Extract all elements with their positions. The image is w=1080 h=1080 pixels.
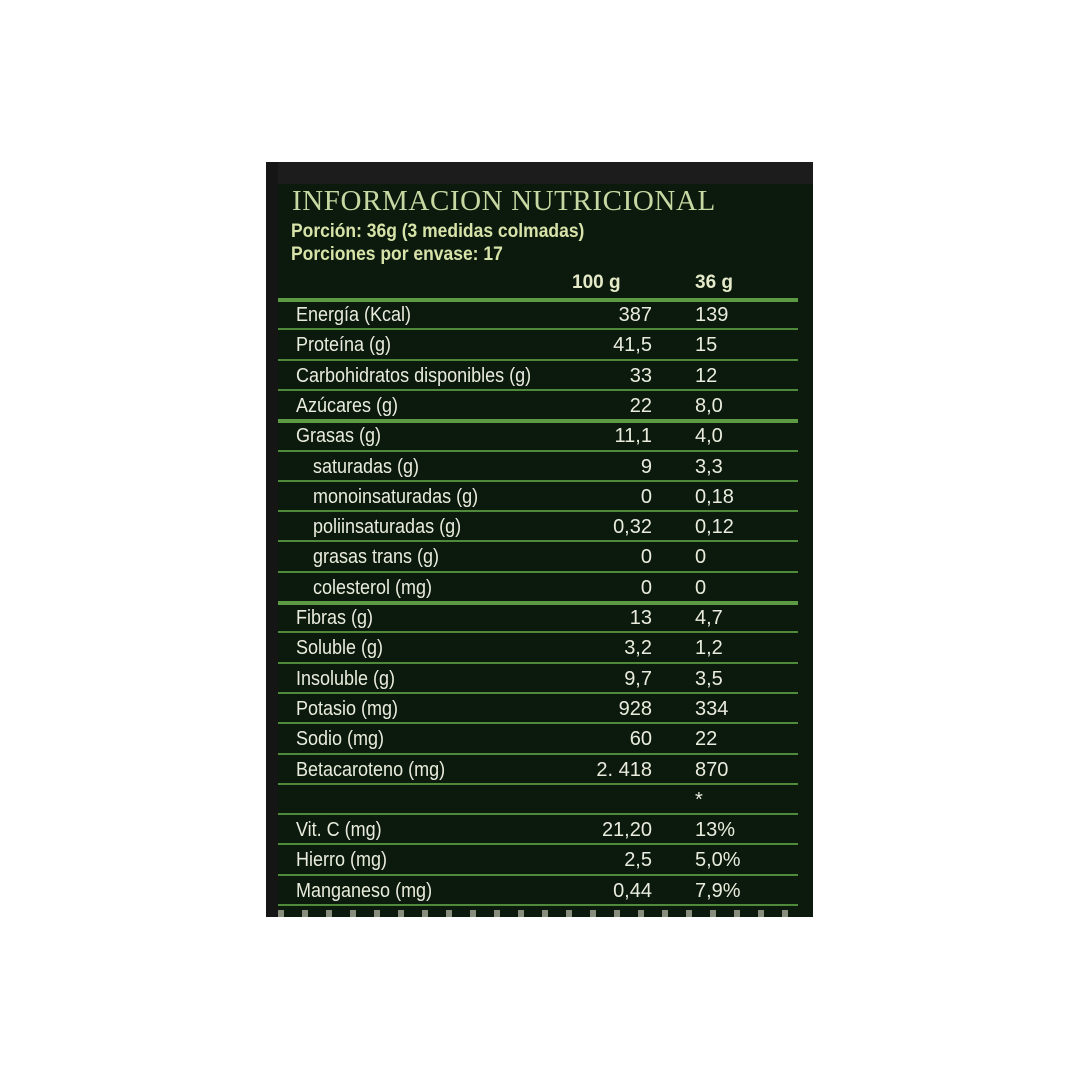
nutrient-name: Azúcares (g) <box>296 394 399 417</box>
value-per-100g: 0 <box>640 576 652 599</box>
value-per-serving: 0 <box>695 576 707 599</box>
nutrient-name: Sodio (mg) <box>296 728 385 751</box>
value-per-serving: 5,0% <box>695 849 741 872</box>
value-per-serving: 7,9% <box>695 879 741 902</box>
value-per-serving: 15 <box>695 334 718 357</box>
table-row <box>278 422 798 452</box>
row-divider <box>278 328 798 330</box>
table-row <box>278 877 798 907</box>
table-row <box>278 786 798 816</box>
value-per-serving: 13% <box>695 819 736 842</box>
value-per-100g: 2. 418 <box>596 758 652 781</box>
row-divider <box>278 843 798 845</box>
nutrient-name: Betacaroteno (mg) <box>296 758 446 781</box>
table-row <box>278 483 798 513</box>
nutrient-name: Proteína (g) <box>296 334 392 357</box>
value-per-100g: 13 <box>629 607 652 629</box>
value-per-serving: 870 <box>695 758 729 781</box>
nutrient-name: Vit. C (mg) <box>296 819 382 842</box>
value-per-100g: 0 <box>640 485 652 508</box>
row-divider <box>278 753 798 755</box>
value-per-100g: 33 <box>629 364 652 387</box>
value-per-serving: 1,2 <box>695 637 723 660</box>
value-per-serving: 334 <box>695 697 729 720</box>
table-row <box>278 725 798 755</box>
row-divider <box>278 662 798 664</box>
value-per-100g: 9 <box>640 455 652 478</box>
footnote-text-cut <box>278 910 798 917</box>
table-row <box>278 846 798 876</box>
row-divider <box>278 389 798 391</box>
value-per-serving: 22 <box>695 728 718 751</box>
row-divider <box>278 692 798 694</box>
value-per-serving: 3,3 <box>695 455 723 478</box>
nutrient-name: Insoluble (g) <box>296 667 396 690</box>
row-divider <box>278 480 798 482</box>
value-per-100g: 928 <box>618 697 652 720</box>
table-row <box>278 574 798 604</box>
nutrient-name: Grasas (g) <box>296 425 382 448</box>
nutrient-name: Potasio (mg) <box>296 697 399 720</box>
table-row <box>278 301 798 331</box>
value-per-100g: 3,2 <box>624 637 652 660</box>
servings-per-pack: Porciones por envase: 17 <box>291 244 503 265</box>
row-divider <box>278 631 798 633</box>
row-divider <box>278 722 798 724</box>
nutrient-name: colesterol (mg) <box>313 576 433 599</box>
left-edge <box>266 162 278 917</box>
row-divider <box>278 904 798 906</box>
value-per-100g: 387 <box>618 304 652 326</box>
nutrient-name: grasas trans (g) <box>313 546 440 569</box>
value-per-100g: 60 <box>629 728 652 751</box>
value-per-serving: 12 <box>695 364 718 387</box>
value-per-100g: 0,44 <box>613 879 652 902</box>
row-divider <box>278 783 798 785</box>
table-row <box>278 331 798 361</box>
table-row <box>278 543 798 573</box>
table-row <box>278 513 798 543</box>
value-per-100g: 0 <box>640 546 652 569</box>
value-per-100g: 22 <box>629 394 652 417</box>
table-row <box>278 695 798 725</box>
nutrition-facts-panel <box>266 162 813 917</box>
nutrient-name: Manganeso (mg) <box>296 879 433 902</box>
nutrient-name: Fibras (g) <box>296 607 374 629</box>
nutrient-name: monoinsaturadas (g) <box>313 485 479 508</box>
value-per-100g: 0,32 <box>613 516 652 539</box>
row-divider <box>278 813 798 815</box>
value-per-serving: 0 <box>695 546 707 569</box>
row-divider <box>278 359 798 361</box>
value-per-serving: 4,7 <box>695 607 723 629</box>
nutrient-name: Carbohidratos disponibles (g) <box>296 364 532 387</box>
table-row <box>278 816 798 846</box>
value-per-serving: 8,0 <box>695 394 723 417</box>
value-per-serving: 0,18 <box>695 485 734 508</box>
table-row <box>278 453 798 483</box>
column-header-100g: 100 g <box>572 272 621 293</box>
panel-title: INFORMACION NUTRICIONAL <box>292 185 716 217</box>
table-row <box>278 756 798 786</box>
value-per-serving: 3,5 <box>695 667 723 690</box>
table-row <box>278 392 798 422</box>
table-row <box>278 665 798 695</box>
top-band <box>266 162 813 184</box>
row-divider <box>278 450 798 452</box>
nutrient-name: Energía (Kcal) <box>296 304 412 326</box>
value-per-100g: 21,20 <box>601 819 652 842</box>
value-per-100g: 2,5 <box>624 849 652 872</box>
value-per-serving: 139 <box>695 304 729 326</box>
value-per-serving: * <box>695 788 703 811</box>
serving-size: Porción: 36g (3 medidas colmadas) <box>291 221 585 242</box>
table-row <box>278 362 798 392</box>
table-row <box>278 604 798 634</box>
table-row <box>278 634 798 664</box>
nutrient-name: saturadas (g) <box>313 455 420 478</box>
nutrient-name: Hierro (mg) <box>296 849 388 872</box>
row-divider <box>278 874 798 876</box>
value-per-serving: 4,0 <box>695 425 723 448</box>
column-header-36g: 36 g <box>695 272 734 293</box>
value-per-100g: 41,5 <box>613 334 652 357</box>
value-per-serving: 0,12 <box>695 516 734 539</box>
row-divider <box>278 571 798 573</box>
row-divider <box>278 540 798 542</box>
row-divider <box>278 510 798 512</box>
nutrient-name: poliinsaturadas (g) <box>313 516 462 539</box>
value-per-100g: 9,7 <box>624 667 652 690</box>
nutrient-name: Soluble (g) <box>296 637 384 660</box>
value-per-100g: 11,1 <box>614 425 652 448</box>
